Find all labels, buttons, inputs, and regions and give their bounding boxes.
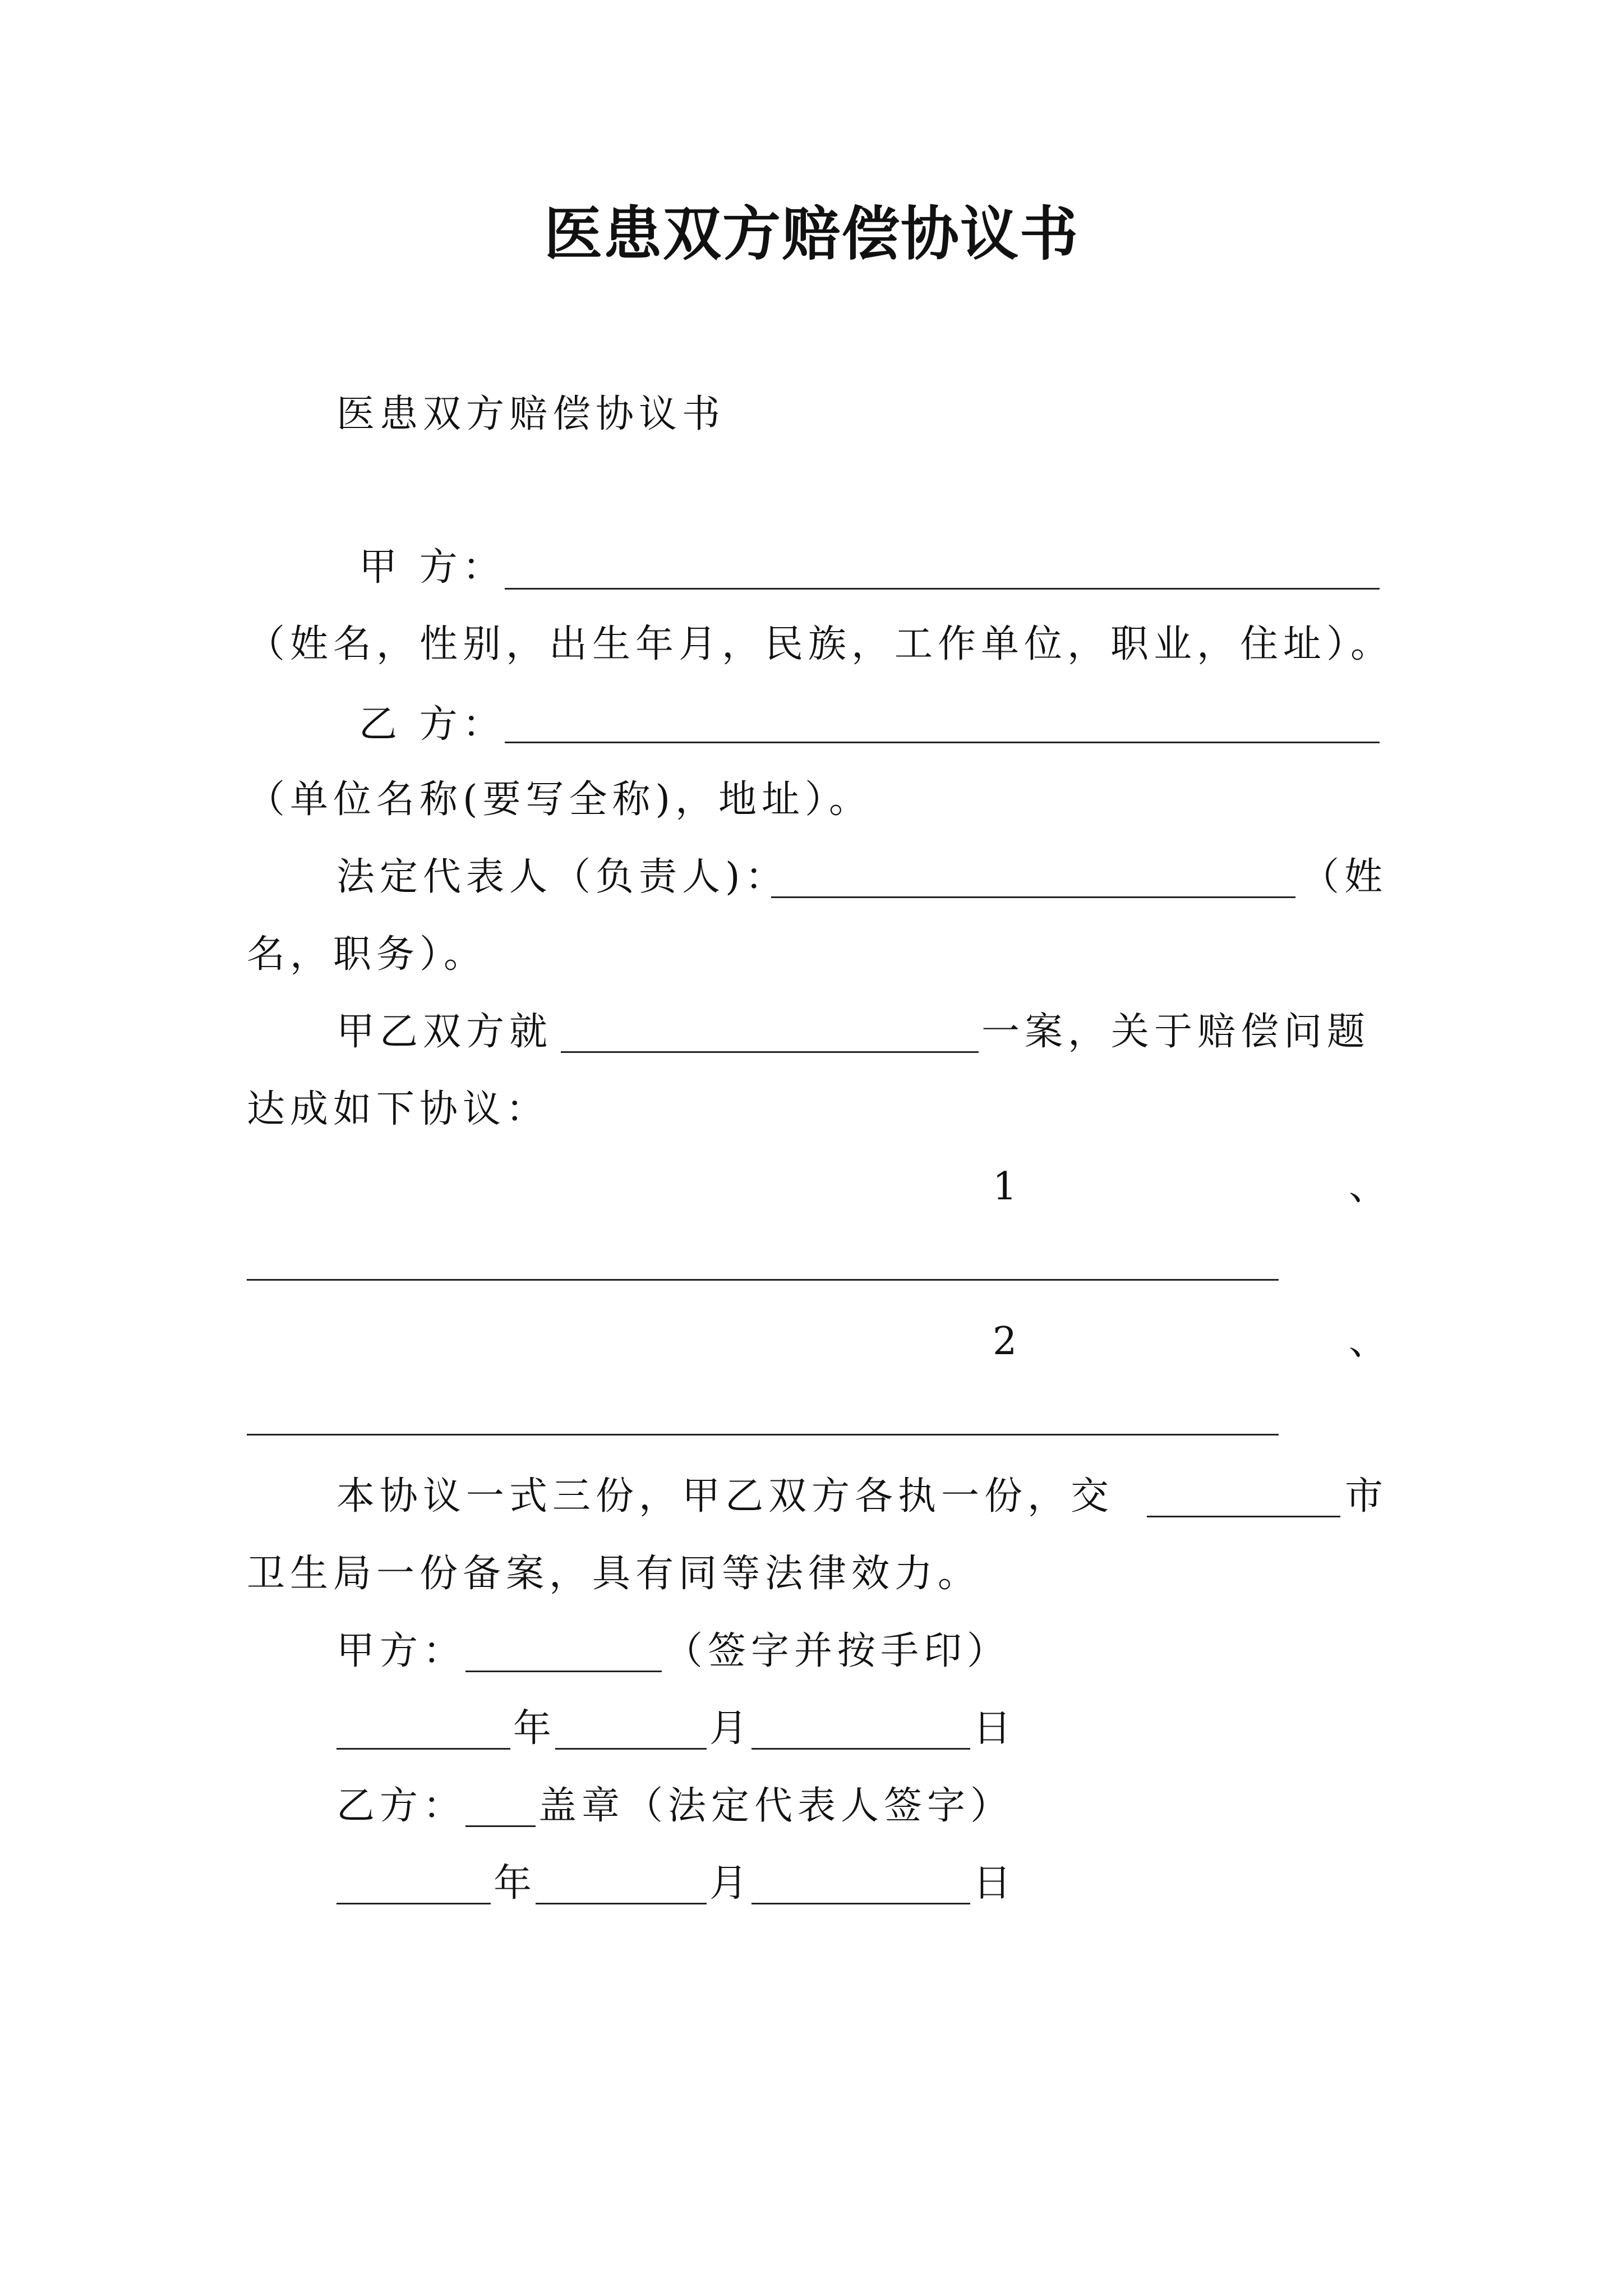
date-a-day-label: 日 [973, 1706, 1017, 1751]
copies-line-2: 卫生局一份备案，具有同等法律效力。 [247, 1552, 981, 1596]
date-b-year-label: 年 [494, 1861, 537, 1906]
date-b-year-blank[interactable] [336, 1903, 491, 1904]
legal-rep-note-b: 名，职务）。 [247, 932, 487, 977]
date-a-month-blank[interactable] [555, 1748, 707, 1750]
sign-a-note: （签字并按手印） [665, 1629, 1011, 1673]
legal-rep-note-a: （姓 [1301, 855, 1388, 899]
case-prefix: 甲乙双方就 [336, 1010, 553, 1054]
item-2-number: 2 [993, 1319, 1022, 1364]
date-b-day-label: 日 [973, 1861, 1017, 1906]
case-suffix: 一案，关于赔偿问题 [981, 1010, 1371, 1054]
date-a-day-blank[interactable] [751, 1748, 970, 1750]
date-b-day-blank[interactable] [751, 1903, 970, 1904]
copies-prefix: 本协议一式三份，甲乙双方各执一份，交 [336, 1474, 1114, 1519]
document-title: 医患双方赔偿协议书 [543, 199, 1079, 268]
party-b-blank[interactable] [505, 742, 1380, 743]
legal-rep-label: 法定代表人（负责人)： [336, 855, 789, 899]
date-a-year-blank[interactable] [336, 1748, 510, 1750]
party-a-note: （姓名，性别，出生年月，民族，工作单位，职业，住址）。 [247, 622, 1394, 666]
sign-a-label: 甲方： [336, 1629, 467, 1673]
item-1-number: 1 [993, 1165, 1022, 1209]
sign-a-blank[interactable] [465, 1671, 662, 1672]
copies-city-blank[interactable] [1147, 1516, 1340, 1517]
item-1-blank[interactable] [247, 1279, 1279, 1281]
date-b-month-blank[interactable] [536, 1903, 707, 1904]
sign-b-label: 乙方： [336, 1784, 467, 1828]
item-2-blank[interactable] [247, 1434, 1279, 1435]
item-2-mark: 、 [1349, 1319, 1393, 1364]
sign-b-blank[interactable] [465, 1825, 536, 1827]
date-a-month-label: 月 [709, 1706, 753, 1751]
document-subtitle: 医患双方赔偿协议书 [336, 392, 726, 436]
legal-rep-blank[interactable] [771, 896, 1295, 898]
date-b-month-label: 月 [709, 1861, 753, 1906]
party-a-label: 甲 方： [359, 545, 506, 590]
agree-line: 达成如下协议： [247, 1087, 550, 1131]
party-b-note: （单位名称(要写全称)，地址）。 [247, 777, 873, 822]
party-a-blank[interactable] [505, 588, 1380, 590]
case-blank[interactable] [561, 1051, 979, 1053]
sign-b-note: 盖章（法定代表人签字） [538, 1784, 1014, 1828]
copies-city: 市 [1345, 1474, 1389, 1519]
item-1-mark: 、 [1349, 1165, 1393, 1209]
date-a-year-label: 年 [513, 1706, 557, 1751]
party-b-label: 乙 方： [359, 702, 506, 747]
